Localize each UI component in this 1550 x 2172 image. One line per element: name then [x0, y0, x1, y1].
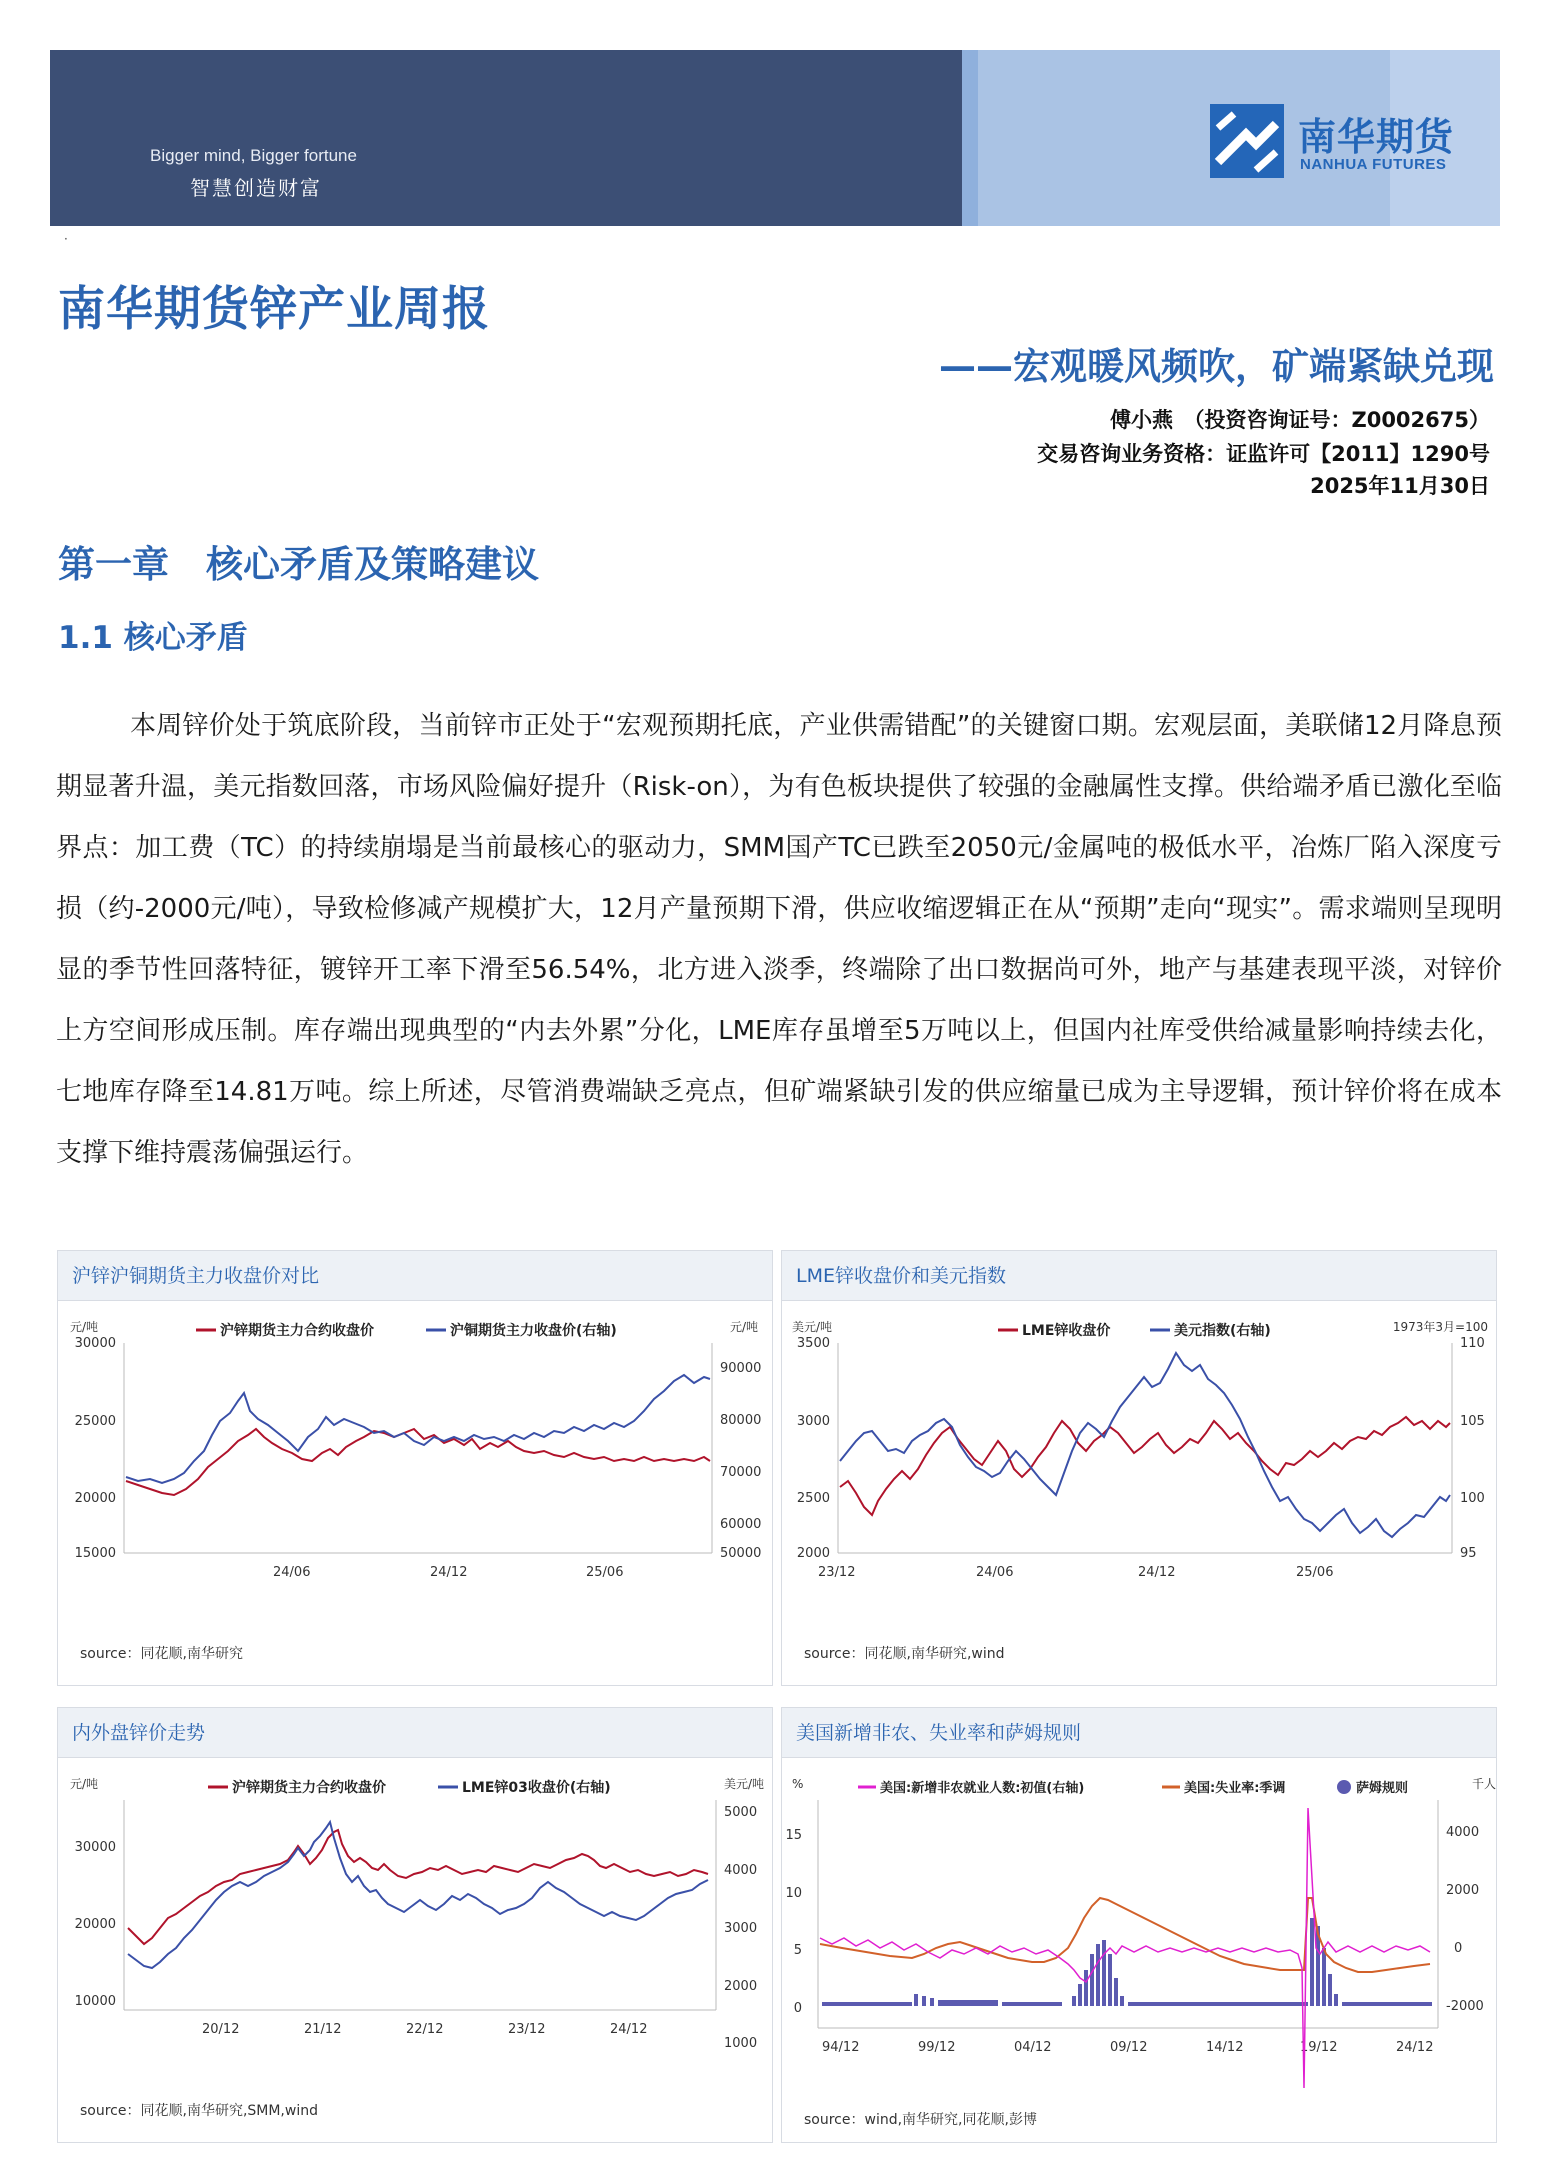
nanhua-logo-icon	[1210, 104, 1284, 178]
y-left-tick: 25000	[74, 1414, 116, 1429]
x-tick: 24/06	[976, 1565, 1014, 1580]
y-right-tick: 3000	[724, 1921, 758, 1936]
x-tick: 25/06	[586, 1565, 624, 1580]
y-right-tick: 70000	[720, 1465, 762, 1480]
legend-swatch-purple	[1337, 1780, 1351, 1794]
legend-label: 美国:新增非农就业人数:初值(右轴)	[880, 1781, 1085, 1796]
sahm-bar	[1102, 1940, 1106, 2006]
section-heading: 1.1 核心矛盾	[58, 620, 248, 656]
chart-panel-lme-dollar	[781, 1250, 1497, 1686]
chart-panel-title: 美国新增非农、失业率和萨姆规则	[782, 1708, 1496, 1758]
sahm-rule-bars	[822, 1918, 1432, 2006]
y-left-tick: 3000	[796, 1414, 830, 1429]
x-tick: 23/12	[818, 1565, 856, 1580]
legend-label: LME锌03收盘价(右轴)	[462, 1780, 611, 1796]
page-dot: ·	[64, 232, 68, 246]
y-left-tick: 30000	[74, 1336, 116, 1351]
sahm-bar	[914, 1994, 918, 2006]
sahm-bar	[1002, 2002, 1062, 2006]
y-right-tick: 95	[1460, 1546, 1477, 1561]
sahm-bar	[938, 2000, 998, 2006]
sahm-bar	[1310, 1918, 1314, 2006]
zinc-copper-chart	[58, 1301, 774, 1687]
sahm-bar	[1072, 1996, 1076, 2006]
left-axis-unit: 元/吨	[70, 1320, 99, 1334]
y-left-tick: 10	[785, 1886, 802, 1901]
y-right-tick: 0	[1454, 1941, 1463, 1956]
zinc-price-series	[126, 1429, 710, 1495]
x-tick: 25/06	[1296, 1565, 1334, 1580]
sahm-bar	[1114, 1978, 1118, 2006]
lme-zinc03-series	[128, 1822, 708, 1968]
company-logo	[1210, 104, 1500, 184]
x-tick: 21/12	[304, 2022, 342, 2037]
header-banner	[50, 50, 1500, 226]
x-tick: 14/12	[1206, 2040, 1244, 2055]
sahm-bar	[822, 2002, 912, 2006]
x-tick: 24/12	[1396, 2040, 1434, 2055]
slogan-english: Bigger mind, Bigger fortune	[150, 146, 357, 165]
y-right-tick: 110	[1460, 1336, 1485, 1351]
y-left-tick: 10000	[74, 1994, 116, 2009]
logo-english-name: NANHUA FUTURES	[1300, 156, 1447, 173]
x-tick: 24/12	[610, 2022, 648, 2037]
x-tick: 19/12	[1300, 2040, 1338, 2055]
legend-label: 萨姆规则	[1356, 1781, 1409, 1796]
sahm-bar	[1090, 1954, 1094, 2006]
y-left-tick: 30000	[74, 1840, 116, 1855]
legend-label: 美元指数(右轴)	[1174, 1323, 1271, 1339]
legend-label: LME锌收盘价	[1022, 1323, 1111, 1339]
shfe-zinc-series	[128, 1830, 708, 1944]
y-left-tick: 0	[793, 2001, 802, 2016]
sahm-bar	[922, 1996, 926, 2006]
us-employment-chart	[782, 1758, 1498, 2144]
chart-panel-title: LME锌收盘价和美元指数	[782, 1251, 1496, 1301]
x-tick: 04/12	[1014, 2040, 1052, 2055]
x-tick: 20/12	[202, 2022, 240, 2037]
y-right-tick: 2000	[724, 1979, 758, 1994]
y-left-tick: 20000	[74, 1491, 116, 1506]
sahm-bar	[1108, 1954, 1112, 2006]
banner-stripe	[962, 50, 978, 226]
y-right-tick: 4000	[724, 1863, 758, 1878]
sahm-bar	[1078, 1984, 1082, 2006]
y-right-tick: 50000	[720, 1546, 762, 1561]
lme-zinc-series	[840, 1417, 1450, 1515]
core-analysis-paragraph: 本周锌价处于筑底阶段，当前锌市正处于“宏观预期托底，产业供需错配”的关键窗口期。宏观层面，美联储12月降息预期显著升温，美元指数回落，市场风险偏好提升（Risk-on），为有色板块提供了较强的金融属性支撑。供给端矛盾已激化至临界点：加工费（TC）的持续崩塌是当前最核心的驱动力，SMM国产TC已跌至2050元/金属吨的极低水平，冶炼厂陷入深度亏损（约-2000元/吨），导致检修减产规模扩大，12月产量预期下滑，供应收缩逻辑正在从“预期”走向“现实”。需求端则呈现明显的季节性回落特征，镀锌开工率下滑至56.54%，北方进入淡季，终端除了出口数据尚可外，地产与基建表现平淡，对锌价上方空间形成压制。库存端出现典型的“内去外累”分化，LME库存虽增至5万吨以上，但国内社库受供给减量影响持续去化，七地库存降至14.81万吨。综上所述，尽管消费端缺乏亮点，但矿端紧缺引发的供应缩量已成为主导逻辑，预计锌价将在成本支撑下维持震荡偏强运行。	[56, 711, 1502, 1168]
left-axis-unit: 美元/吨	[792, 1320, 833, 1334]
legend-label: 沪铜期货主力收盘价(右轴)	[450, 1323, 617, 1339]
chart-panel-zinc-copper	[57, 1250, 773, 1686]
x-tick: 24/12	[1138, 1565, 1176, 1580]
x-tick: 09/12	[1110, 2040, 1148, 2055]
y-right-tick: -2000	[1446, 1999, 1484, 2014]
chart-panel-title: 沪锌沪铜期货主力收盘价对比	[58, 1251, 772, 1301]
sahm-bar	[1128, 2002, 1308, 2006]
report-subtitle: ——宏观暖风频吹，矿端紧缺兑现	[939, 345, 1494, 388]
right-axis-unit: 元/吨	[730, 1320, 759, 1334]
y-left-tick: 15	[785, 1828, 802, 1843]
y-right-tick: 4000	[1446, 1825, 1480, 1840]
report-title: 南华期货锌产业周报	[58, 282, 490, 337]
legend-label: 沪锌期货主力合约收盘价	[220, 1323, 374, 1339]
sahm-bar	[1096, 1944, 1100, 2006]
y-right-tick: 60000	[720, 1517, 762, 1532]
x-tick: 24/12	[430, 1565, 468, 1580]
chart-source: source：同花顺,南华研究	[80, 1646, 243, 1662]
x-tick: 24/06	[273, 1565, 311, 1580]
chart-panel-us-employment	[781, 1707, 1497, 2143]
x-tick: 23/12	[508, 2022, 546, 2037]
sahm-bar	[1328, 1974, 1332, 2006]
y-left-tick: 15000	[74, 1546, 116, 1561]
report-date: 2025年11月30日	[1310, 474, 1490, 498]
legend-label: 沪锌期货主力合约收盘价	[232, 1780, 386, 1796]
x-tick: 22/12	[406, 2022, 444, 2037]
y-right-tick: 100	[1460, 1491, 1485, 1506]
domestic-foreign-zinc-chart	[58, 1758, 774, 2144]
chart-source: source：同花顺,南华研究,wind	[804, 1646, 1005, 1662]
y-left-tick: 2500	[796, 1491, 830, 1506]
left-axis-unit: %	[792, 1777, 804, 1791]
y-right-tick: 5000	[724, 1805, 758, 1820]
legend-label: 美国:失业率:季调	[1184, 1781, 1286, 1796]
x-tick: 94/12	[822, 2040, 860, 2055]
y-right-tick: 80000	[720, 1413, 762, 1428]
logo-chinese-name: 南华期货	[1298, 115, 1455, 159]
left-axis-unit: 元/吨	[70, 1777, 99, 1791]
slogan-chinese: 智慧创造财富	[190, 176, 322, 200]
right-axis-unit: 1973年3月=100	[1392, 1320, 1488, 1334]
y-left-tick: 2000	[796, 1546, 830, 1561]
sahm-bar	[930, 1998, 934, 2006]
lme-dollar-chart	[782, 1301, 1498, 1687]
license-line: 交易咨询业务资格：证监许可【2011】1290号	[1037, 442, 1490, 466]
author-line: 傅小燕 （投资咨询证号：Z0002675）	[1109, 408, 1490, 432]
chart-source: source：wind,南华研究,同花顺,彭博	[804, 2112, 1037, 2128]
y-right-tick: 1000	[724, 2036, 758, 2051]
y-right-tick: 105	[1460, 1414, 1485, 1429]
unemployment-rate-series	[820, 1898, 1430, 1972]
x-tick: 99/12	[918, 2040, 956, 2055]
y-left-tick: 5	[793, 1943, 802, 1958]
y-left-tick: 20000	[74, 1917, 116, 1932]
sahm-bar	[1120, 1996, 1124, 2006]
sahm-bar	[1334, 1994, 1338, 2006]
copper-price-series	[126, 1375, 710, 1483]
y-left-tick: 3500	[796, 1336, 830, 1351]
chart-panel-domestic-foreign-zinc	[57, 1707, 773, 2143]
sahm-bar	[1322, 1948, 1326, 2006]
chart-source: source：同花顺,南华研究,SMM,wind	[80, 2103, 318, 2119]
chart-panel-title: 内外盘锌价走势	[58, 1708, 772, 1758]
chapter-heading: 第一章 核心矛盾及策略建议	[58, 543, 539, 586]
right-axis-unit: 美元/吨	[724, 1777, 765, 1791]
sahm-bar	[1342, 2002, 1432, 2006]
sahm-bar	[1084, 1970, 1088, 2006]
right-axis-unit: 千人	[1472, 1777, 1497, 1791]
y-right-tick: 90000	[720, 1361, 762, 1376]
y-right-tick: 2000	[1446, 1883, 1480, 1898]
